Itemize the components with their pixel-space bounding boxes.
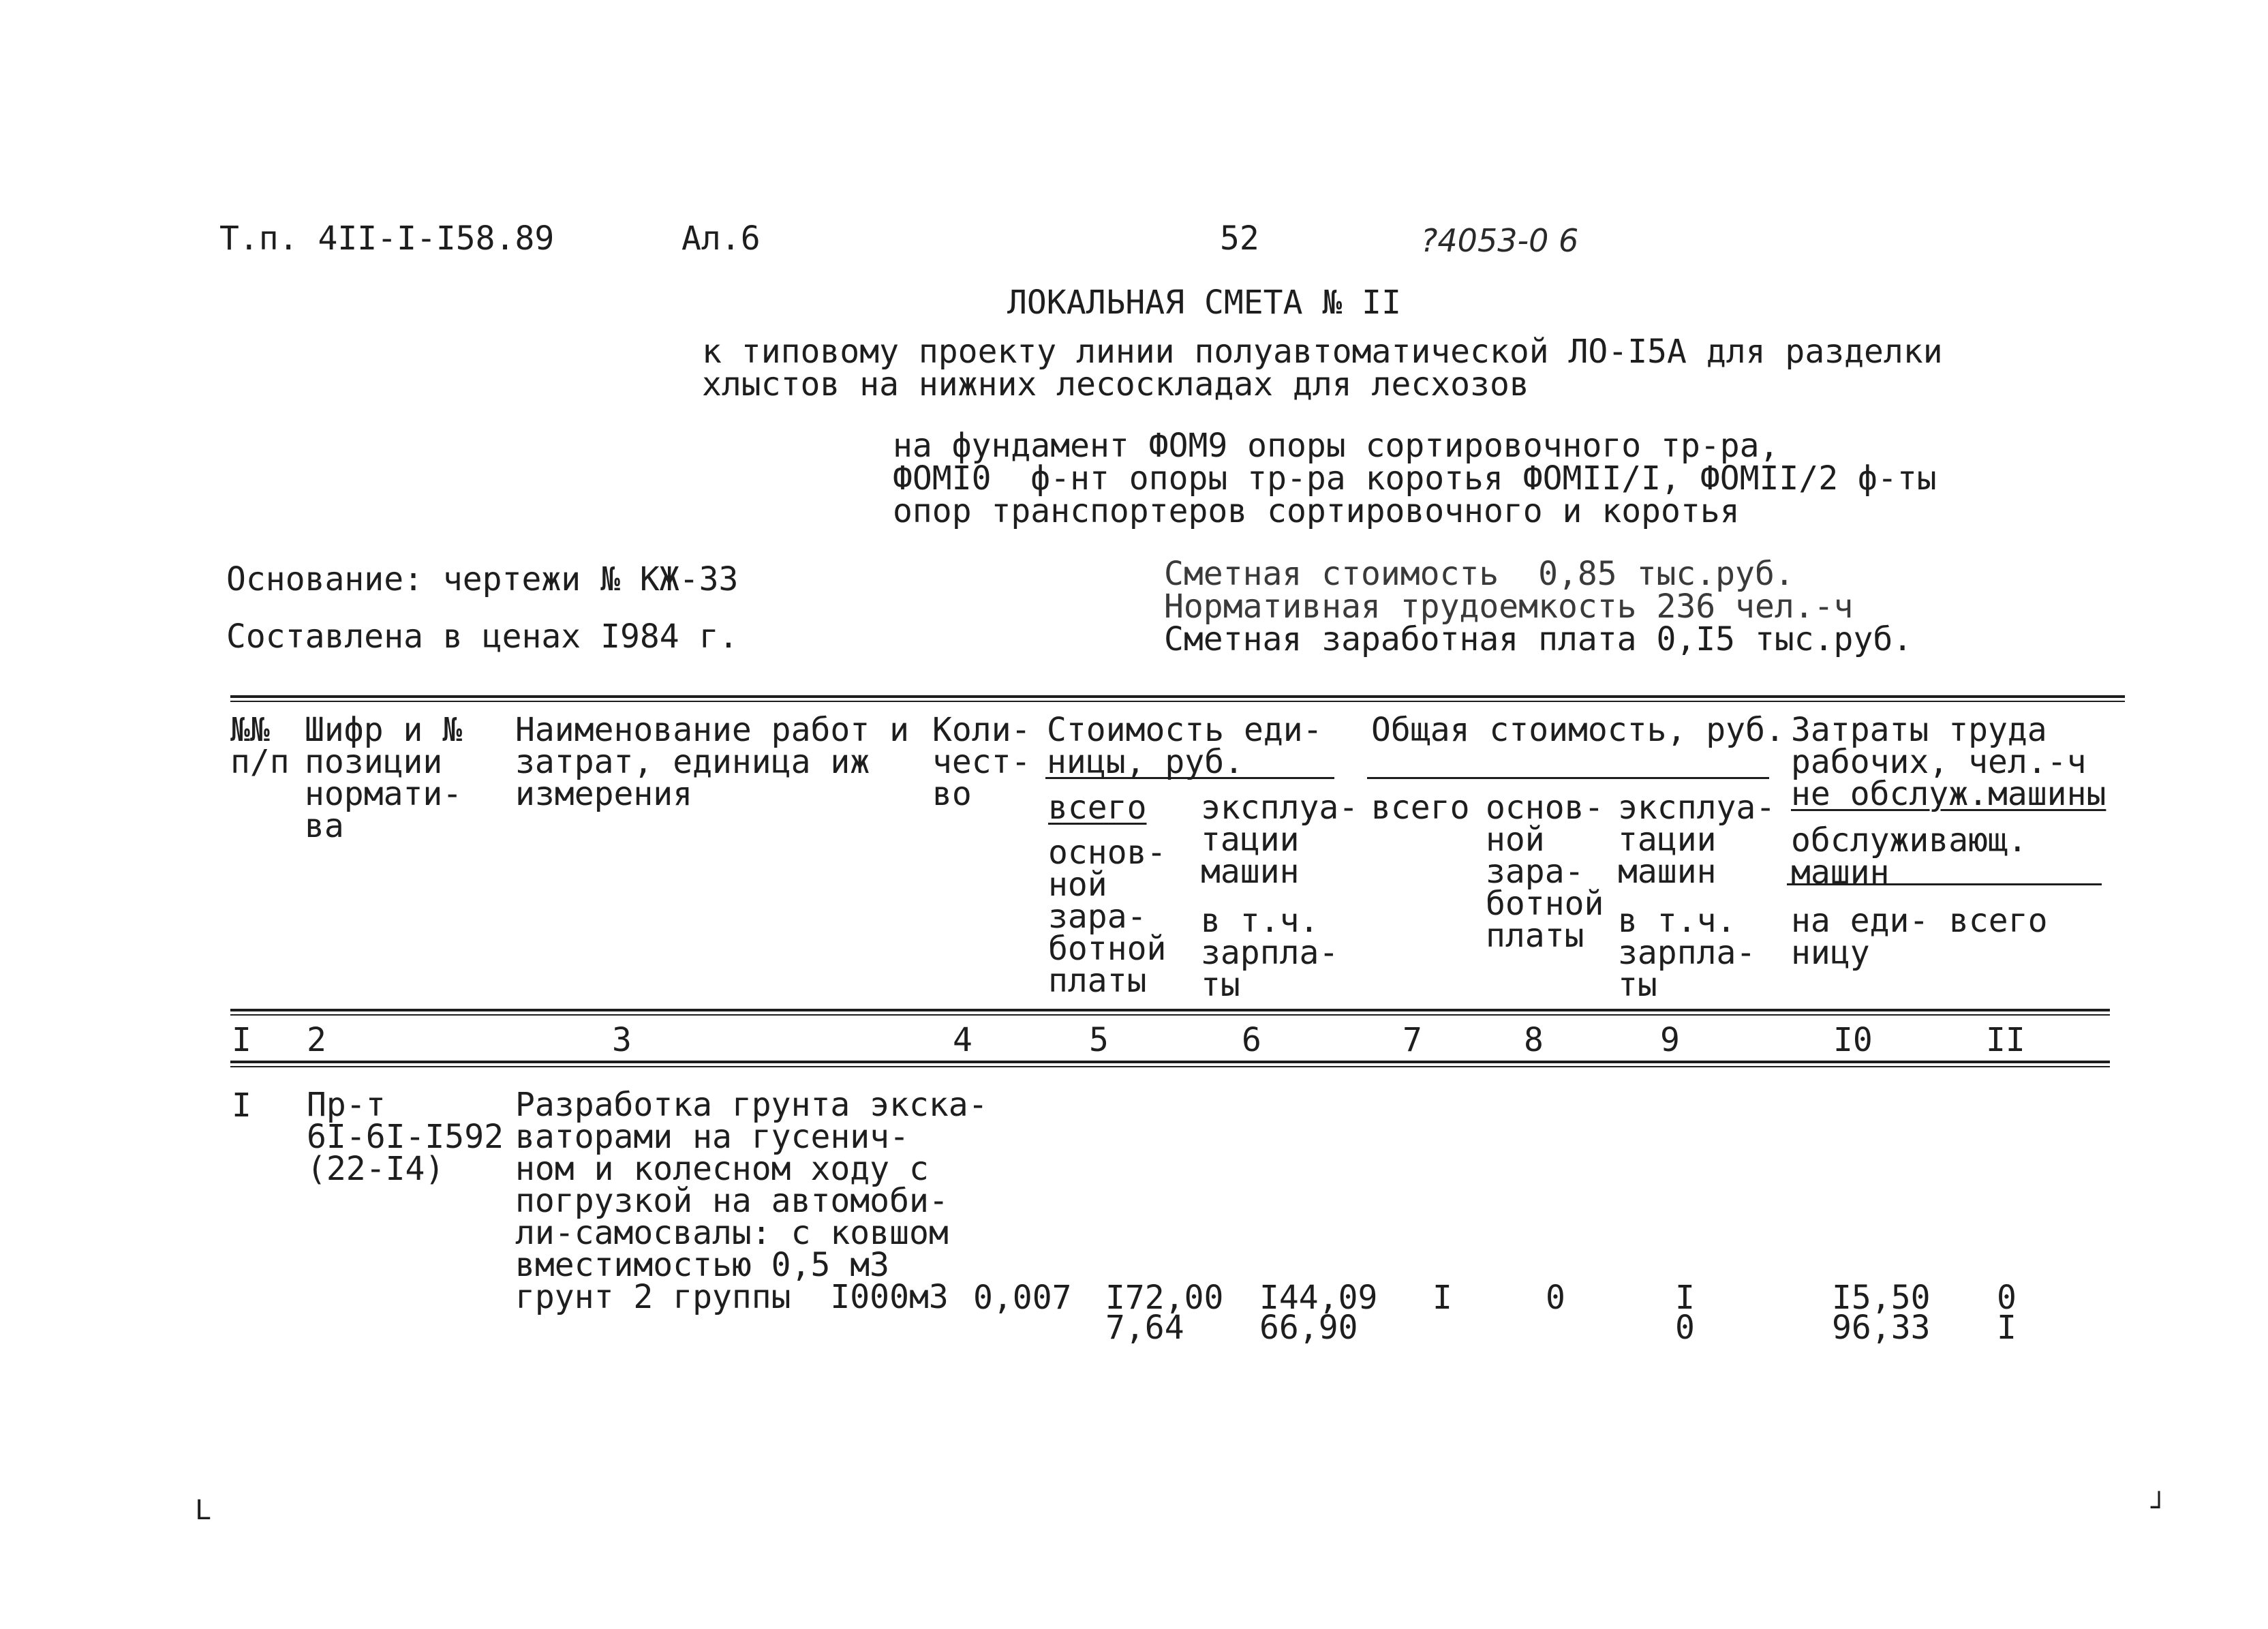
- column-number-5: 5: [1089, 1021, 1109, 1059]
- numbers-bottom-rule-2: [230, 1066, 2110, 1067]
- column-number-11: II: [1986, 1021, 2025, 1059]
- header-col-description: Наименование работ и затрат, единица иж измерения: [515, 711, 909, 813]
- stamp-number: ?4053-0 6: [1421, 222, 1579, 259]
- row-labor-per-unit-serving: 96,33: [1832, 1309, 1931, 1347]
- row-number: I: [232, 1086, 251, 1125]
- row-unit-basic-wages: 7,64: [1105, 1309, 1184, 1347]
- row-total-machine-wages: 0: [1675, 1309, 1695, 1347]
- header-col-num: №№ п/п: [230, 711, 290, 781]
- row-total-basic-wages: 0: [1546, 1279, 1565, 1317]
- object-line-3: опор транспортеров сортировочного и коротья: [893, 492, 1740, 530]
- total-cost-group-line: [1367, 777, 1769, 779]
- row-labor-total-not-serving: 0: [1997, 1279, 2017, 1317]
- header-unit-cost-group: Стоимость еди- ницы, руб.: [1047, 711, 1323, 781]
- column-number-2: 2: [307, 1021, 326, 1059]
- page-number: 52: [1220, 219, 1259, 258]
- estimated-wages: Сметная заработная плата 0,I5 тыс.руб.: [1164, 620, 1913, 658]
- header-total-basic-wages: основ- ной зара- ботной платы: [1486, 789, 1604, 955]
- column-number-1: I: [232, 1021, 251, 1059]
- row-total-all: I: [1432, 1279, 1452, 1317]
- header-total-cost-group: Общая стоимость, руб.: [1371, 711, 1785, 749]
- numbers-bottom-rule: [230, 1061, 2110, 1063]
- subtitle-line-2: хлыстов на нижних лесоскладах для лесхозов: [702, 365, 1529, 404]
- column-number-8: 8: [1524, 1021, 1544, 1059]
- column-number-6: 6: [1242, 1021, 1261, 1059]
- header-col-quantity: Коли- чест- во: [932, 711, 1031, 813]
- header-total-all: всего: [1371, 789, 1470, 827]
- header-col-code: Шифр и № позиции нормати- ва: [305, 711, 463, 845]
- project-code: Т.п. 4II-I-I58.89: [219, 219, 555, 258]
- header-unit-basic-wages: основ- ной зара- ботной платы: [1048, 834, 1167, 1000]
- header-labor-not-serving: не обслуж.машины: [1791, 775, 2106, 813]
- table-top-rule-2: [230, 701, 2125, 702]
- row-unit-total: I72,00: [1105, 1279, 1224, 1317]
- header-total-machine-wages: в т.ч. зарпла- ты: [1618, 902, 1756, 1004]
- header-bottom-rule: [230, 1009, 2110, 1011]
- column-number-4: 4: [953, 1021, 972, 1059]
- column-number-10: I0: [1833, 1021, 1873, 1059]
- header-total-machine-op: эксплуа- тации машин: [1618, 789, 1776, 891]
- row-quantity: 0,007: [973, 1279, 1072, 1317]
- header-labor-total: всего: [1949, 902, 2048, 940]
- header-unit-machine-op: эксплуа- тации машин: [1201, 789, 1359, 891]
- column-number-9: 9: [1660, 1021, 1680, 1059]
- estimate-title: ЛОКАЛЬНАЯ СМЕТА № II: [1007, 284, 1401, 322]
- table-top-rule: [230, 695, 2125, 698]
- row-labor-total-serving: I: [1997, 1309, 2017, 1347]
- row-total-machine: I: [1675, 1279, 1695, 1317]
- row-unit-machine: I44,09: [1259, 1279, 1378, 1317]
- subtitle-line-1: к типовому проекту линии полуавтоматической ЛО-I5А для разделки: [702, 333, 1943, 371]
- labor-intensity: Нормативная трудоемкость 236 чел.-ч: [1164, 588, 1854, 626]
- object-line-1: на фундамент ФОМ9 опоры сортировочного тр-ра,: [893, 427, 1779, 465]
- row-labor-per-unit-not-serving: I5,50: [1832, 1279, 1931, 1317]
- left-corner-mark: L: [195, 1495, 212, 1526]
- basis-drawings: Основание: чертежи № КЖ-33: [226, 560, 739, 598]
- row-code: Пр-т 6I-6I-I592 (22-I4): [307, 1086, 504, 1188]
- right-corner-mark: ┘: [2151, 1492, 2168, 1523]
- header-labor-per-unit: на еди- ницу: [1791, 902, 1929, 972]
- basis-prices: Составлена в ценах I984 г.: [226, 618, 739, 656]
- album-number: Ал.6: [681, 219, 761, 258]
- row-unit-machine-wages: 66,90: [1259, 1309, 1358, 1347]
- header-labor-group: Затраты труда рабочих, чел.-ч: [1791, 711, 2087, 781]
- estimated-cost: Сметная стоимость 0,85 тыс.руб.: [1164, 555, 1794, 593]
- object-line-2: ФОМI0 ф-нт опоры тр-ра коротья ФОМII/I, ФОМII/2 ф-ты: [893, 459, 1937, 498]
- header-labor-serving: обслуживающ. машин: [1791, 821, 2027, 892]
- column-number-7: 7: [1403, 1021, 1422, 1059]
- row-description: Разработка грунта экска- ваторами на гусенич- ном и колесном ходу с погрузкой на автомоби- ли-самосвалы: с ковшом вместимостью 0,5 м3 грунт 2 группы I000м3: [515, 1086, 988, 1316]
- header-unit-total: всего: [1048, 789, 1147, 827]
- column-number-3: 3: [612, 1021, 632, 1059]
- header-unit-machine-wages: в т.ч. зарпла- ты: [1201, 902, 1339, 1004]
- header-bottom-rule-2: [230, 1014, 2110, 1016]
